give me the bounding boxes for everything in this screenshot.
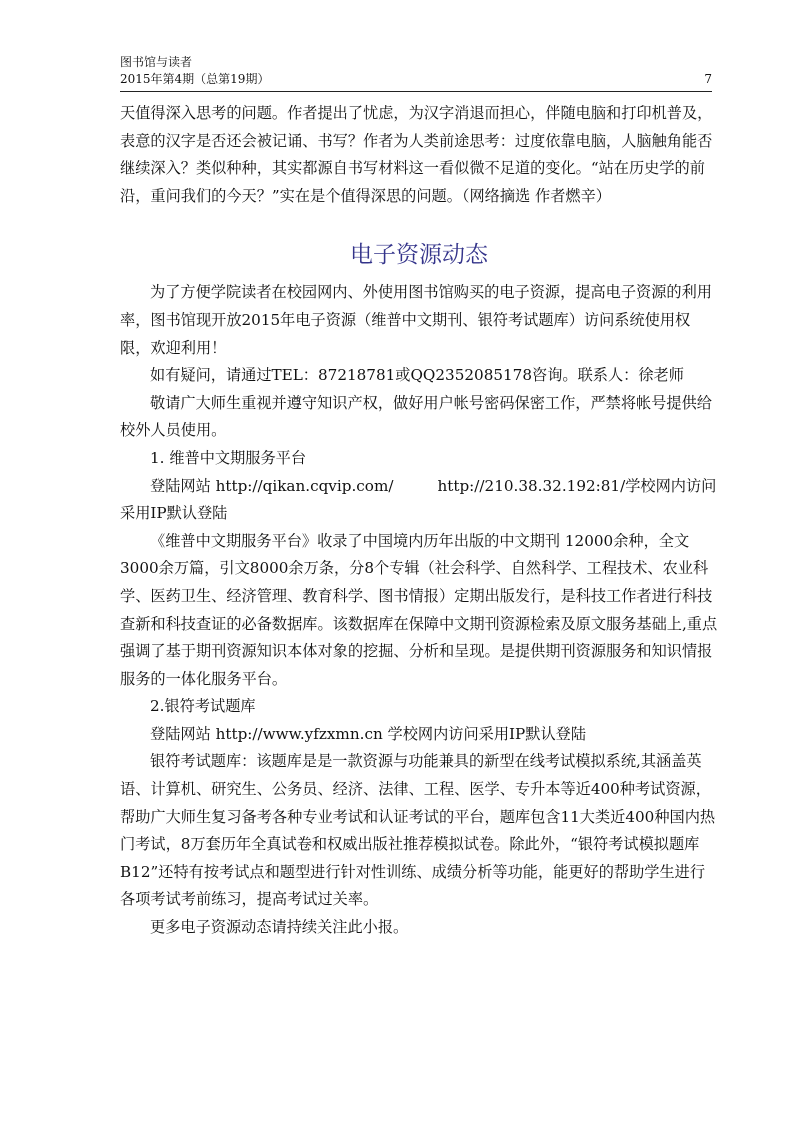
item1-url-a: 登陆网站 http://qikan.cqvip.com/: [150, 476, 394, 495]
item2-heading: 2.银符考试题库: [150, 697, 256, 716]
item2-description: 银符考试题库：该题库是是一款资源与功能兼具的新型在线考试模拟系统,其涵盖英语、计算机、研究生、公务员、经济、法律、工程、医学、专升本等近400种考试资源，帮助广大师生复习备考各种专业考试和认证考试的平台，题库包含11大类近400种国内热门考试，8万套历年全真试卷和权威出版社推荐模拟试卷。除此外，“银符考试模拟题库B12”还特有按考试点和题型进行针对性训练、成绩分析等功能，能更好的帮助学生进行各项考试考前练习，提高考试过关率。: [120, 752, 716, 909]
page-number: 7: [704, 72, 712, 86]
intro-paragraph: 天值得深入思考的问题。作者提出了忧虑，为汉字消退而担心，伴随电脑和打印机普及，表意的汉字是否还会被记诵、书写？作者为人类前途思考：过度依靠电脑，人脑触角能否继续深入？类似种种，其实都源自书写材料这一看似微不足道的变化。“站在历史学的前沿，重问我们的今天？”实在是个值得深思的问题。（网络摘选 作者燃辛）: [120, 104, 713, 205]
closing-paragraph: 更多电子资源动态请持续关注此小报。: [150, 918, 409, 937]
header-rule: [120, 91, 712, 92]
section-title: 电子资源动态: [350, 242, 488, 269]
paragraph-contact: 如有疑问，请通过TEL：87218781或QQ2352085178咨询。联系人：徐老师: [150, 366, 684, 385]
paragraph-copyright: 敬请广大师生重视并遵守知识产权，做好用户帐号密码保密工作，严禁将帐号提供给校外人员使用。: [120, 393, 712, 440]
page-header: [120, 54, 712, 88]
item1-url-b: http://210.38.32.192:81/学校网内访问采用IP默认登陆: [120, 476, 717, 523]
item1-urls: [120, 473, 718, 528]
item2-url: 登陆网站 http://www.yfzxmn.cn 学校网内访问采用IP默认登陆: [150, 724, 587, 743]
issue-info: 2015年第4期（总第19期）: [120, 72, 270, 86]
page-content: [120, 100, 718, 942]
item1-heading: 1. 维普中文期服务平台: [150, 448, 307, 467]
paragraph-access: 为了方便学院读者在校园网内、外使用图书馆购买的电子资源，提高电子资源的利用率，图书馆现开放2015年电子资源（维普中文期刊、银符考试题库）访问系统使用权限，欢迎利用！: [120, 283, 712, 357]
item1-description: 《维普中文期服务平台》收录了中国境内历年出版的中文期刊 12000余种，全文3000余万篇，引文8000余万条，分8个专辑（社会科学、自然科学、工程技术、农业科学、医药卫生、经济管理、教育科学、图书情报）定期出版发行，是科技工作者进行科技查新和科技查证的必备数据库。该数据库在保障中文期刊资源检索及原文服务基础上,重点强调了基于期刊资源知识本体对象的挖掘、分析和呈现。是提供期刊资源服务和知识情报服务的一体化服务平台。: [120, 531, 718, 688]
journal-name: 图书馆与读者: [120, 55, 193, 69]
